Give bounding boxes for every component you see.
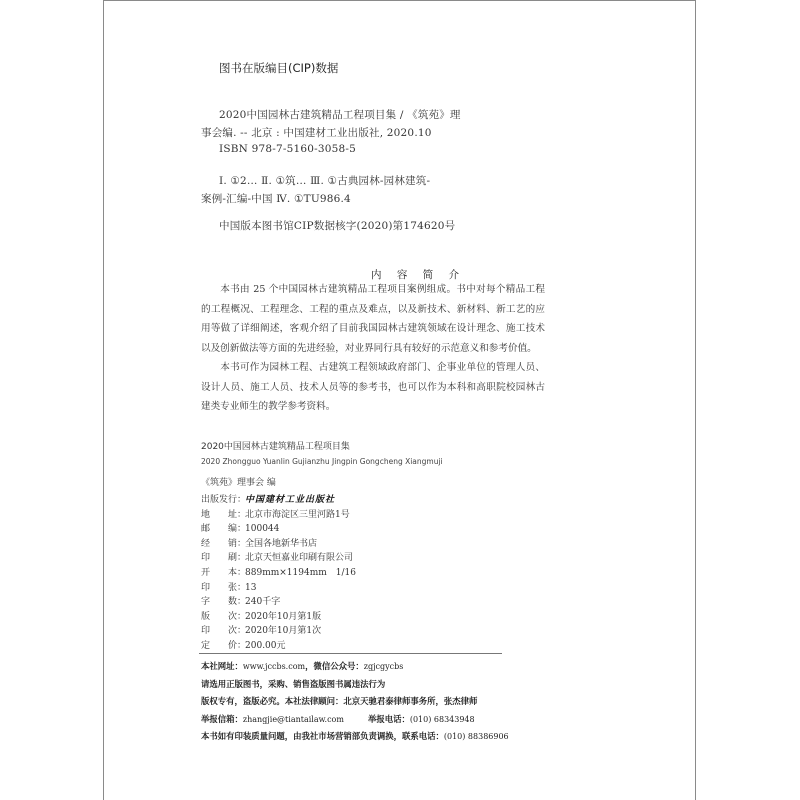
book-title-pinyin: 2020 Zhongguo Yuanlin Gujianzhu Jingpin Gongcheng Xiangmuji (201, 457, 443, 466)
pub-value: 2020年10月第1版 (245, 611, 322, 622)
pub-value: 13 (245, 582, 257, 593)
summary-heading: 内 容 简 介 (371, 269, 466, 281)
footer-report-row (201, 711, 509, 729)
footer-notices (201, 658, 509, 746)
pub-row-word-count: 字 数：240千字 (201, 597, 281, 608)
book-editor: 《筑苑》理事会 编 (201, 478, 276, 488)
cip-line-1: 2020中国园林古建筑精品工程项目集 / 《筑苑》理 (219, 109, 461, 121)
pub-label: 印 刷 (201, 553, 238, 564)
pub-row-printing: 印 次：2020年10月第1次 (201, 626, 322, 637)
cip-isbn: ISBN 978-7-5160-3058-5 (219, 143, 357, 155)
pub-value: 100044 (245, 524, 280, 535)
book-title: 2020中国园林古建筑精品工程项目集 (201, 442, 350, 452)
divider-rule (199, 653, 502, 654)
quality-notice: 本书如有印装质量问题，由我社市场营销部负责调换，联系电话： (201, 731, 444, 741)
footer-website-row (201, 658, 509, 676)
pub-row-address: 地 址：北京市海淀区三里河路1号 (201, 509, 350, 520)
pub-value: 全国各地新华书店 (245, 538, 318, 549)
summary-paragraph-1 (201, 280, 545, 358)
cip-classification-1: Ⅰ. ①2… Ⅱ. ①筑… Ⅲ. ①古典园林-园林建筑- (219, 175, 431, 187)
pub-label: 字 数 (201, 597, 238, 608)
wechat-label: ，微信公众号： (305, 661, 364, 671)
cip-heading: 图书在版编目(CIP)数据 (219, 61, 339, 75)
pub-row-edition: 版 次：2020年10月第1版 (201, 611, 322, 622)
pub-row-postcode: 邮 编：100044 (201, 524, 280, 535)
footer-piracy-notice: 请选用正版图书，采购、销售盗版图书属违法行为 (201, 678, 386, 689)
pub-value: 2020年10月第1次 (245, 626, 322, 637)
footer-copyright: 版权专有，盗版必究。本社法律顾问：北京天驰君泰律师事务所，张杰律师 (201, 696, 478, 706)
pub-value: 北京天恒嘉业印刷有限公司 (245, 553, 354, 564)
pub-label: 印 次 (201, 626, 238, 637)
pub-value: 北京市海淀区三里河路1号 (245, 509, 350, 520)
pub-row-price: 定 价：200.00元 (201, 640, 286, 651)
pub-label: 定 价 (201, 640, 238, 651)
cip-classification-2: 案例-汇编-中国 Ⅳ. ①TU986.4 (201, 193, 351, 205)
report-email-link[interactable]: zhangjie@tiantailaw.com (242, 714, 344, 724)
pub-value: 889mm×1194mm 1/16 (245, 567, 356, 578)
wechat-id: zgjcgycbs (363, 662, 404, 671)
report-phone: (010) 68343948 (409, 714, 475, 724)
pub-row-printer: 印 刷：北京天恒嘉业印刷有限公司 (201, 553, 354, 564)
pub-label: 地 址 (201, 509, 238, 520)
cip-line-2: 事会编. -- 北京 : 中国建材工业出版社, 2020.10 (201, 127, 432, 139)
pub-label: 印 张 (201, 582, 238, 593)
report-phone-label: 举报电话： (367, 713, 410, 724)
pub-value: 240千字 (245, 597, 281, 608)
copyright-page (103, 0, 696, 800)
website-label: 本社网址： (201, 661, 243, 671)
pub-label: 经 销 (201, 538, 238, 549)
website-link[interactable]: www.jccbs.com (242, 662, 306, 671)
summary-paragraph-1-text: 本书由 25 个中国园林古建筑精品工程项目案例组成。书中对每个精品工程的工程概况、工程理念、工程的重点及难点，以及新技术、新材料、新工艺的应用等做了详细阐述，客观介绍了目前我国园林古建筑领域在设计理念、施工技术以及创新做法等方面的先进经验，对业界同行具有较好的示范意义和参考价值。 (201, 284, 545, 354)
publisher-logo-text: 中国建材工业出版社 (245, 495, 336, 505)
pub-label: 版 次 (201, 611, 238, 622)
pub-value: 200.00元 (245, 640, 286, 651)
report-email-label: 举报信箱： (201, 713, 243, 724)
pub-row-sheets: 印 张：13 (201, 582, 257, 593)
pub-row-format: 开 本：889mm×1194mm 1/16 (201, 567, 356, 578)
pub-label: 邮 编 (201, 524, 238, 535)
pub-label: 开 本 (201, 567, 238, 578)
summary-paragraph-2 (201, 358, 545, 417)
footer-quality-row (201, 728, 509, 746)
pub-row-distributor: 经 销：全国各地新华书店 (201, 538, 318, 549)
cip-verification-number: 中国版本图书馆CIP数据核字(2020)第174620号 (219, 220, 456, 232)
pub-row-publisher: 出版发行：中国建材工业出版社 (201, 495, 336, 505)
summary-paragraph-2-text: 本书可作为园林工程、古建筑工程领域政府部门、企事业单位的管理人员、设计人员、施工人员、技术人员等的参考书，也可以作为本科和高职院校园林古建类专业师生的教学参考资料。 (201, 362, 545, 412)
publication-info (201, 493, 356, 654)
quality-phone: (010) 88386906 (443, 732, 509, 741)
pub-label: 出版发行 (201, 495, 238, 505)
